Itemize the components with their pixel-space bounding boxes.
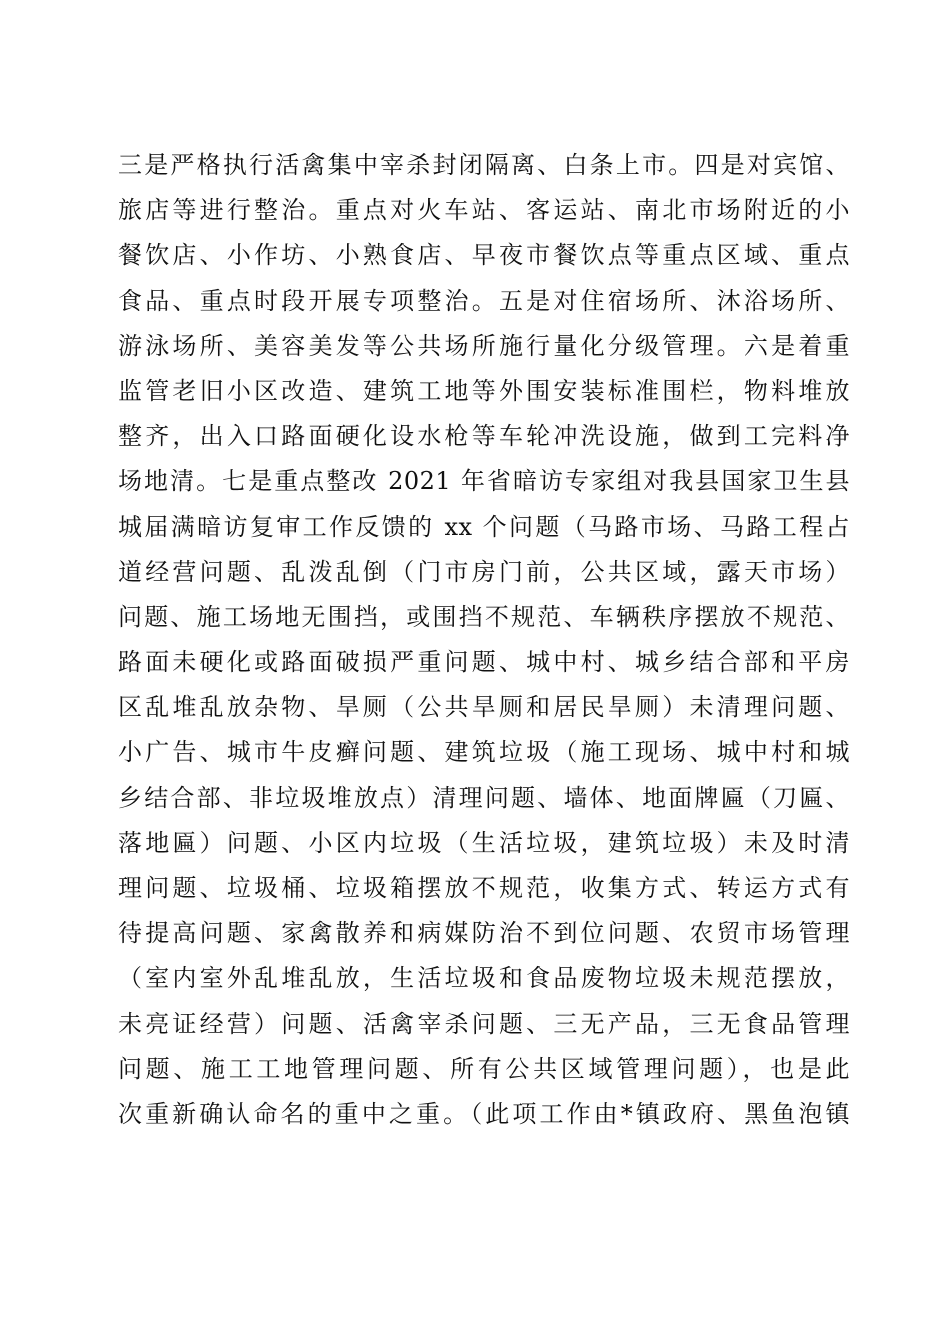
- text-line: 游泳场所、美容美发等公共场所施行量化分级管理。六是着重: [118, 331, 850, 360]
- text-line: 理问题、垃圾桶、垃圾箱摆放不规范，收集方式、转运方式有: [118, 874, 850, 902]
- text-line: （室内室外乱堆乱放，生活垃圾和食品废物垃圾未规范摆放，: [118, 964, 850, 993]
- body-paragraph: [118, 143, 850, 1137]
- text-line: 场地清。七是重点整改 2021 年省暗访专家组对我县国家卫生县: [118, 467, 850, 496]
- text-line: 乡结合部、非垃圾堆放点）清理问题、墙体、地面牌匾（刀匾、: [118, 783, 850, 812]
- text-line: 食品、重点时段开展专项整治。五是对住宿场所、沐浴场所、: [118, 286, 850, 315]
- text-line: 落地匾）问题、小区内垃圾（生活垃圾，建筑垃圾）未及时清: [118, 828, 850, 857]
- text-line: 道经营问题、乱泼乱倒（门市房门前，公共区域，露天市场）: [118, 557, 850, 586]
- text-line: 城届满暗访复审工作反馈的 xx 个问题（马路市场、马路工程占: [118, 512, 850, 541]
- text-line: 三是严格执行活禽集中宰杀封闭隔离、白条上市。四是对宾馆、: [118, 151, 850, 179]
- text-line: 次重新确认命名的重中之重。（此项工作由*镇政府、黑鱼泡镇: [118, 1099, 850, 1128]
- text-line: 待提高问题、家禽散养和病媒防治不到位问题、农贸市场管理: [118, 919, 850, 948]
- text-line: 未亮证经营）问题、活禽宰杀问题、三无产品，三无食品管理: [118, 1009, 850, 1038]
- text-line: 监管老旧小区改造、建筑工地等外围安装标准围栏，物料堆放: [118, 376, 850, 405]
- text-line: 整齐，出入口路面硬化设水枪等车轮冲洗设施，做到工完料净: [118, 422, 850, 451]
- text-line: 问题、施工场地无围挡，或围挡不规范、车辆秩序摆放不规范、: [118, 602, 850, 631]
- text-line: 旅店等进行整治。重点对火车站、客运站、南北市场附近的小: [118, 196, 850, 225]
- text-line: 路面未硬化或路面破损严重问题、城中村、城乡结合部和平房: [118, 648, 850, 677]
- text-line: 区乱堆乱放杂物、旱厕（公共旱厕和居民旱厕）未清理问题、: [118, 693, 850, 722]
- text-line: 小广告、城市牛皮癣问题、建筑垃圾（施工现场、城中村和城: [118, 738, 850, 767]
- text-line: 问题、施工工地管理问题、所有公共区域管理问题），也是此: [118, 1054, 850, 1083]
- text-line: 餐饮店、小作坊、小熟食店、早夜市餐饮点等重点区域、重点: [118, 241, 850, 270]
